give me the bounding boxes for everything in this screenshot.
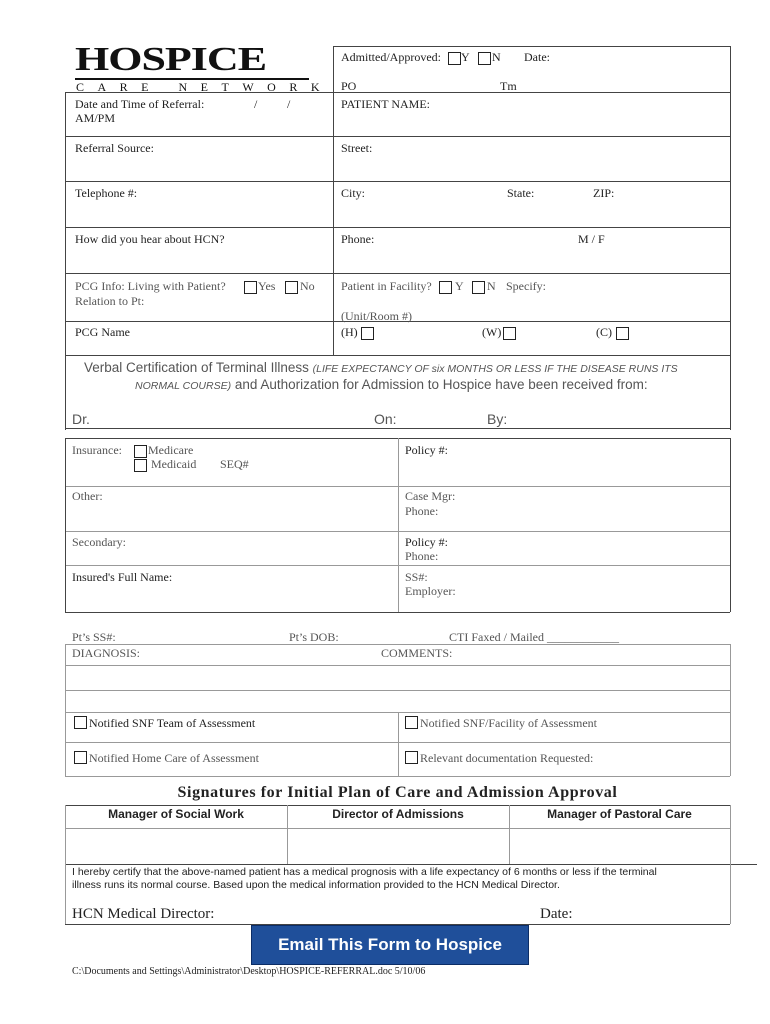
logo-subtitle: CARE NETWORK [76, 80, 333, 94]
manager-social-work: Manager of Social Work [108, 807, 244, 821]
logo-word: HOSPICE [75, 39, 267, 78]
medicare-label: Medicare [148, 443, 194, 457]
tm-label: Tm [500, 79, 517, 93]
snf-team-label: Notified SNF Team of Assessment [89, 716, 256, 730]
certify-line2: illness runs its normal course. Based upon the medical information provided to the HCN Medical Director. [72, 879, 560, 891]
sex-label: M / F [578, 232, 605, 246]
phone-label: Phone: [341, 232, 375, 246]
admitted-n-label: N [492, 50, 501, 64]
date-slash: / [287, 97, 291, 111]
comments-label: COMMENTS: [381, 646, 453, 660]
case-mgr-label: Case Mgr: [405, 489, 456, 503]
medicaid-checkbox[interactable] [134, 459, 147, 472]
medical-director-label: HCN Medical Director: [72, 906, 215, 922]
verbal-cert-note-2: NORMAL COURSE) [135, 380, 232, 392]
pcg-yes-checkbox[interactable] [244, 281, 257, 294]
signatures-title: Signatures for Initial Plan of Care and Admission Approval [177, 784, 618, 801]
city-label: City: [341, 186, 366, 200]
admitted-y-checkbox[interactable] [448, 52, 461, 65]
policy-label: Policy #: [405, 443, 449, 457]
admitted-y-label: Y [461, 50, 470, 64]
admitted-label: Admitted/Approved: [341, 50, 441, 64]
telephone-label: Telephone #: [75, 186, 138, 200]
verbal-cert-note: (LIFE EXPECTANCY OF six MONTHS OR LESS IF THE DISEASE RUNS ITS [312, 363, 678, 375]
notified-snf-facility [405, 716, 597, 730]
relevant-docs-label: Relevant documentation Requested: [420, 751, 594, 765]
home-phone-label: (H) [341, 325, 358, 339]
pt-ss-label: Pt’s SS#: [72, 630, 116, 644]
referral-source-label: Referral Source: [75, 141, 154, 155]
case-mgr-phone-label: Phone: [405, 504, 439, 518]
pcg-name-label: PCG Name [75, 325, 130, 339]
unit-room-label: (Unit/Room #) [341, 309, 412, 323]
facility-y-label: Y [455, 279, 464, 293]
relevant-docs [405, 751, 593, 765]
on-label: On: [374, 411, 397, 427]
work-phone-checkbox[interactable] [503, 327, 516, 340]
facility-n-checkbox[interactable] [472, 281, 485, 294]
verbal-cert-line1 [84, 360, 678, 377]
patient-name-label: PATIENT NAME: [341, 97, 431, 111]
by-label: By: [487, 411, 508, 427]
insured-name-label: Insured's Full Name: [72, 570, 173, 584]
cell-phone-checkbox[interactable] [616, 327, 629, 340]
verbal-cert-title: Verbal Certification of Terminal Illness [84, 360, 309, 375]
po-label: PO [341, 79, 357, 93]
ampm-label: AM/PM [75, 111, 116, 125]
home-phone-checkbox[interactable] [361, 327, 374, 340]
in-facility-label: Patient in Facility? [341, 279, 432, 293]
state-label: State: [507, 186, 535, 200]
facility-n-label: N [487, 279, 496, 293]
home-care-label: Notified Home Care of Assessment [89, 751, 259, 765]
facility-y-checkbox[interactable] [439, 281, 452, 294]
diagnosis-label: DIAGNOSIS: [72, 646, 141, 660]
zip-label: ZIP: [593, 186, 615, 200]
snf-team-checkbox[interactable] [74, 716, 87, 729]
pcg-yes-label: Yes [258, 279, 276, 293]
how-hear-label: How did you hear about HCN? [75, 232, 225, 246]
pt-dob-label: Pt’s DOB: [289, 630, 339, 644]
notified-home-care [74, 751, 259, 765]
date-slash: / [254, 97, 258, 111]
ss-label: SS#: [405, 570, 428, 584]
manager-pastoral-care: Manager of Pastoral Care [547, 807, 692, 821]
specify-label: Specify: [506, 279, 546, 293]
pcg-info-label: PCG Info: Living with Patient? [75, 279, 226, 293]
snf-facility-checkbox[interactable] [405, 716, 418, 729]
secondary-policy-label: Policy #: [405, 535, 449, 549]
verbal-cert-text: and Authorization for Admission to Hospice have been received from: [234, 377, 648, 392]
relevant-docs-checkbox[interactable] [405, 751, 418, 764]
director-admissions: Director of Admissions [332, 807, 464, 821]
pcg-no-label: No [300, 279, 315, 293]
medicare-checkbox[interactable] [134, 445, 147, 458]
snf-facility-label: Notified SNF/Facility of Assessment [420, 716, 597, 730]
employer-label: Employer: [405, 584, 456, 598]
admitted-date-label: Date: [524, 50, 550, 64]
other-label: Other: [72, 489, 103, 503]
medicaid-label: Medicaid [151, 457, 197, 471]
street-label: Street: [341, 141, 373, 155]
secondary-phone-label: Phone: [405, 549, 439, 563]
admitted-n-checkbox[interactable] [478, 52, 491, 65]
referral-date-label: Date and Time of Referral: [75, 97, 205, 111]
pcg-no-checkbox[interactable] [285, 281, 298, 294]
dr-label: Dr. [72, 411, 90, 427]
footer-file-path: C:\Documents and Settings\Administrator\Desktop\HOSPICE-REFERRAL.doc 5/10/06 [72, 966, 426, 977]
secondary-label: Secondary: [72, 535, 126, 549]
relation-label: Relation to Pt: [75, 294, 145, 308]
seq-label: SEQ# [220, 457, 249, 471]
home-care-checkbox[interactable] [74, 751, 87, 764]
cell-phone-label: (C) [596, 325, 612, 339]
cti-label: CTI Faxed / Mailed ____________ [449, 630, 619, 644]
certify-line1: I hereby certify that the above-named patient has a medical prognosis with a life expectancy of 6 months or less if the terminal [72, 866, 657, 878]
notified-snf-team [74, 716, 255, 730]
insurance-label: Insurance: [72, 443, 122, 457]
work-phone-label: (W) [482, 325, 502, 339]
email-form-button[interactable]: Email This Form to Hospice [251, 925, 529, 965]
verbal-cert-line2 [135, 377, 648, 394]
medical-director-date-label: Date: [540, 906, 573, 922]
